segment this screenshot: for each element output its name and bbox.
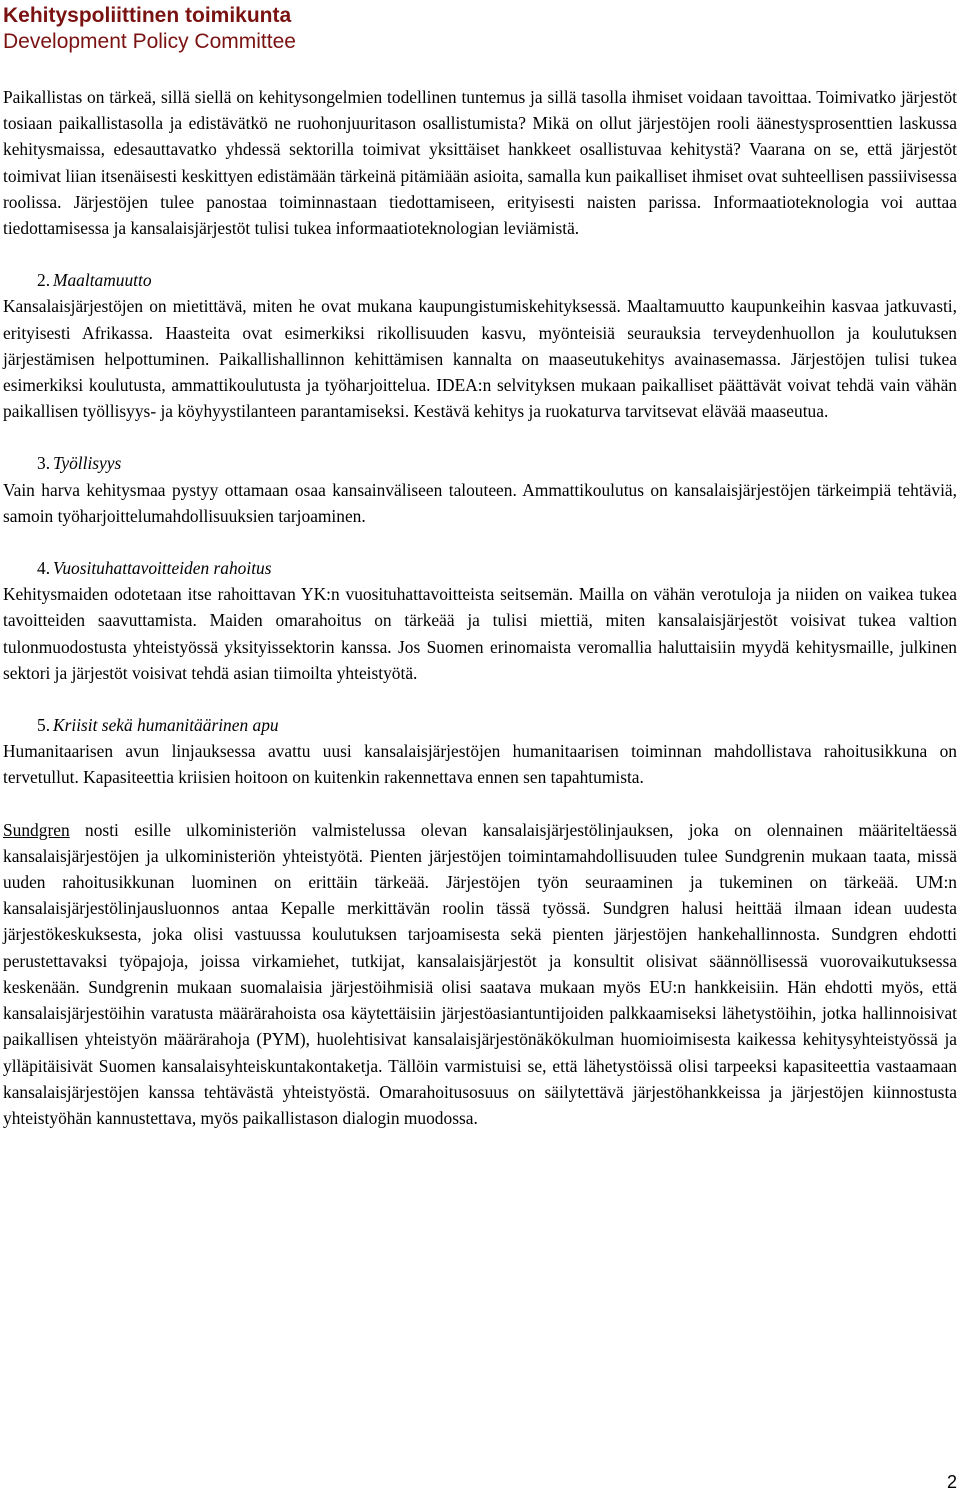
section-number: 2. (37, 270, 51, 291)
section-number: 5. (37, 715, 51, 736)
section-title: Kriisit sekä humanitäärinen apu (53, 715, 279, 736)
organization-name-english: Development Policy Committee (3, 30, 296, 53)
section-heading-3 (3, 450, 957, 476)
section-body-4: Kehitysmaiden odotetaan itse rahoittavan YK:n vuosituhattavoitteista seitsemän. Mailla on vähän verotuloja ja niiden on vaikea tukea tavoitteiden saavuttamista. Maiden omarahoitus on tärkeää ja tulisi miettiä, miten kansalaisjärjestöt voisivat tukea valtion tulonmuodostusta yhteistyössä yksityissektorin kanssa. Jos Suomen erinomaista veromallia haluttaisiin myydä kehitysmaille, julkinen sektori ja järjestöt voisivat tehdä asian tiimoilta yhteistyötä. (3, 584, 957, 683)
section-title: Maaltamuutto (53, 270, 152, 291)
section-title: Työllisyys (53, 453, 122, 474)
section-body-2: Kansalaisjärjestöjen on mietittävä, miten he ovat mukana kaupungistumiskehityksessä. Maaltamuutto kaupunkeihin kasvaa jatkuvasti, erityisesti Afrikassa. Haasteita ovat esimerkiksi rikollisuuden kasvu, myönteisiä seurauksia terveydenhuollon ja koulutuksen järjestämisen helpottuminen. Paikallishallinnon kehittämisen kannalta on maaseutukehitys avainasemassa. Järjestöjen tulisi tukea esimerkiksi koulutusta, ammattikoulutusta ja työharjoittelua. IDEA:n selvityksen mukaan paikalliset päättävät voivat tehdä vain vähän paikallisen työllisyys- ja köyhyystilanteen parantamiseksi. Kestävä kehitys ja ruokaturva tarvitsevat elävää maaseutua. (3, 296, 957, 422)
section-body-5: Humanitaarisen avun linjauksessa avattu uusi kansalaisjärjestöjen humanitaarisen toiminnan mahdollistava rahoitusikkuna on tervetullut. Kapasiteettia kriisien hoitoon on kuitenkin rakennettava ennen sen tapahtumista. (3, 741, 957, 788)
section-body-3: Vain harva kehitysmaa pystyy ottamaan osaa kansainväliseen talouteen. Ammattikoulutus on kansalaisjärjestöjen tärkeimpiä tehtäviä, samoin työharjoittelumahdollisuuksien tarjoaminen. (3, 479, 957, 526)
section-number: 4. (37, 558, 51, 579)
document-body (3, 84, 957, 1131)
section-number: 3. (37, 453, 51, 474)
document-header (3, 3, 296, 55)
intro-paragraph: Paikallistas on tärkeä, sillä siellä on kehitysongelmien todellinen tuntemus ja sillä tasolla ihmiset voidaan tavoittaa. Toimivatko järjestöt tosiaan paikallistasolla ja edistävätkö ne ruohonjuuritason osallistumista? Mikä on ollut järjestöjen rooli äänestysprosenttien laskussa kehitysmaissa, edesauttavatko yhdessä sektorilla toimivat yksittäiset hankkeet osallistuvaa kehitystä? Vaarana on se, että järjestöt toimivat liian itsenäisesti keskittyen edistämään tärkeinä pitämiään asioita, samalla kun paikalliset ihmiset ovat suhteellisen passiivisessa roolissa. Järjestöjen tulee panostaa toiminnastaan tiedottamiseen, erityisesti naisten parissa. Informaatioteknologia voi auttaa tiedottamisessa ja kansalaisjärjestöt tulisi tukea informaatioteknologian leviämistä. (3, 87, 957, 239)
section-title: Vuosituhattavoitteiden rahoitus (53, 558, 272, 579)
section-heading-4 (3, 555, 957, 581)
organization-name-finnish: Kehityspoliittinen toimikunta (3, 4, 292, 27)
closing-text: nosti esille ulkoministeriön valmistelussa olevan kansalaisjärjestölinjauksen, joka on olennainen määriteltäessä kansalaisjärjestöjen ja ulkoministeriön yhteistyötä. Pienten järjestöjen toimintamahdollisuuden tulee Sundgrenin mukaan taata, missä uuden rahoitusikkunan luominen on erittäin tärkeää. Järjestöjen työn seuraaminen ja tukeminen on tärkeää. UM:n kansalaisjärjestölinjausluonnos antaa Kepalle merkittävän roolin tässä työssä. Sundgren halusi heittää ilmaan idean uudesta järjestökeskuksesta, joka olisi vastuussa koulutuksen tarjoamisesta sekä pienten järjestöjen hankehallinnosta. Sundgren ehdotti perustettavaksi työpajoja, joissa virkamiehet, tutkijat, kansalaisjärjestöt ja konsultit olisivat säännöllisessä vuorovaikutuksessa keskenään. Sundgrenin mukaan suomalaisia järjestöihmisiä olisi saatava mukaan myös EU:n hankkeisiin. Hän ehdotti myös, että kansalaisjärjestöihin varatusta määrärahoista osa käytettäisiin järjestöasiantuntijoiden palkkaamiseksi lähetystöihin, jotka hallinnoisivat paikallisen yhteistyön määrärahoja (PYM), huolehtisivat kansalaisjärjestönäkökulman huomioimisesta kaikessa kehitysyhteistyössä ja ylläpitäisivät Suomen kansalaisyhteiskuntakontaketja. Tällöin varmistuisi se, että lähetystöissä olisi tarpeeksi kapasiteettia vastaamaan kansalaisjärjestöjen kanssa tehtävästä yhteistyöstä. Omarahoitusosuus on säilytettävä järjestöhankkeissa ja järjestöjen kiinnostusta yhteistyöhän kannustettava, myös paikallistason dialogin muodossa. (3, 819, 957, 1128)
closing-paragraph (3, 817, 957, 1131)
section-heading-5 (3, 712, 957, 738)
section-heading-2 (3, 267, 957, 293)
speaker-name: Sundgren (3, 819, 70, 840)
page-number: 2 (946, 1472, 957, 1492)
